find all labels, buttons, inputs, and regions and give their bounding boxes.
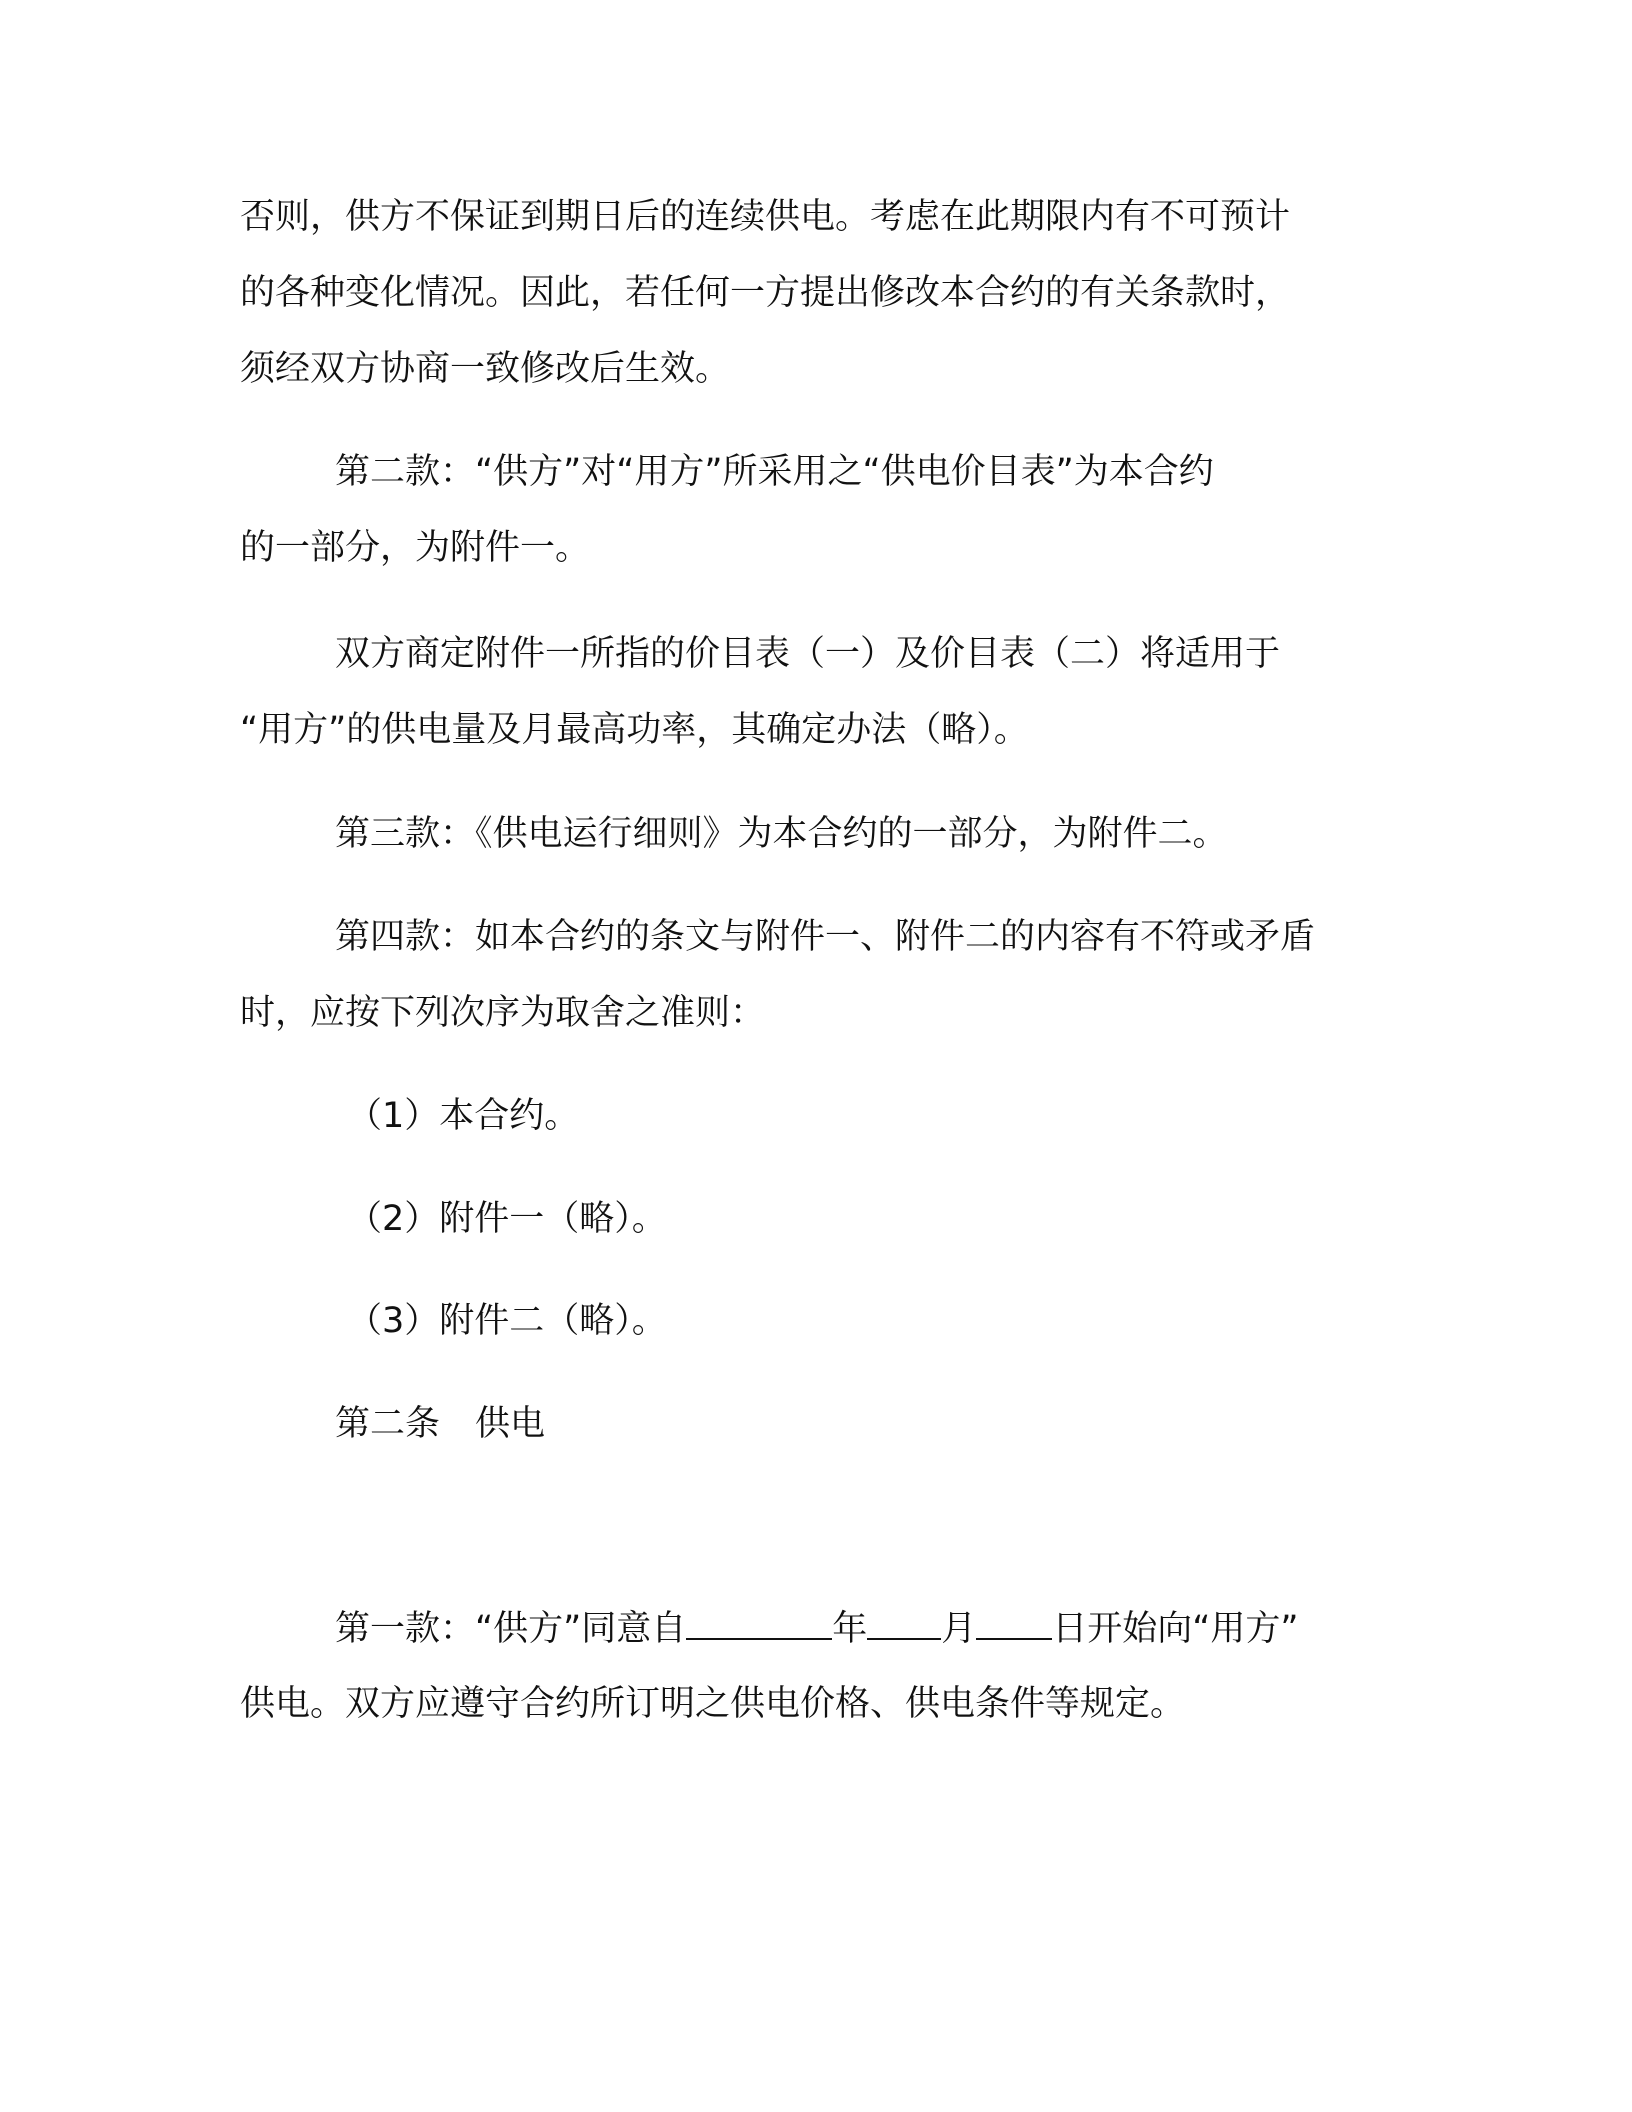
- paragraph-line: 否则，供方不保证到期日后的连续供电。考虑在此期限内有不可预计: [240, 197, 1291, 237]
- clause-3-line: 第三款：《供电运行细则》为本合约的一部分，为附件二。: [335, 814, 1228, 854]
- paragraph-line: 双方商定附件一所指的价目表（一）及价目表（二）将适用于: [335, 634, 1281, 674]
- paragraph-line: 的各种变化情况。因此，若任何一方提出修改本合约的有关条款时，: [240, 273, 1291, 313]
- year-label: 年: [832, 1609, 868, 1649]
- year-blank: [686, 1604, 832, 1640]
- month-blank: [867, 1604, 941, 1640]
- list-item: （2）附件一（略）。: [347, 1199, 667, 1239]
- list-item: （1）本合约。: [347, 1096, 580, 1136]
- paragraph-line: 须经双方协商一致修改后生效。: [240, 349, 731, 389]
- list-item: （3）附件二（略）。: [347, 1301, 667, 1341]
- clause-2-line: 的一部分，为附件一。: [240, 528, 591, 568]
- month-label: 月: [941, 1609, 977, 1649]
- clause-2-line: 第二款：“供方”对“用方”所采用之“供电价目表”为本合约: [335, 452, 1214, 492]
- clause-1-line: 供电。双方应遵守合约所订明之供电价格、供电条件等规定。: [240, 1684, 1186, 1724]
- section-heading: 第二条 供电: [335, 1404, 546, 1444]
- day-label: 日开始向“用方”: [1052, 1609, 1299, 1649]
- clause-4-line: 第四款：如本合约的条文与附件一、附件二的内容有不符或矛盾: [335, 917, 1316, 957]
- day-blank: [976, 1604, 1052, 1640]
- clause-4-line: 时，应按下列次序为取舍之准则：: [240, 993, 766, 1033]
- paragraph-line: “用方”的供电量及月最高功率，其确定办法（略）。: [240, 710, 1029, 750]
- clause-1-line: [335, 1604, 1299, 1652]
- clause-1-text: 第一款：“供方”同意自: [335, 1609, 687, 1649]
